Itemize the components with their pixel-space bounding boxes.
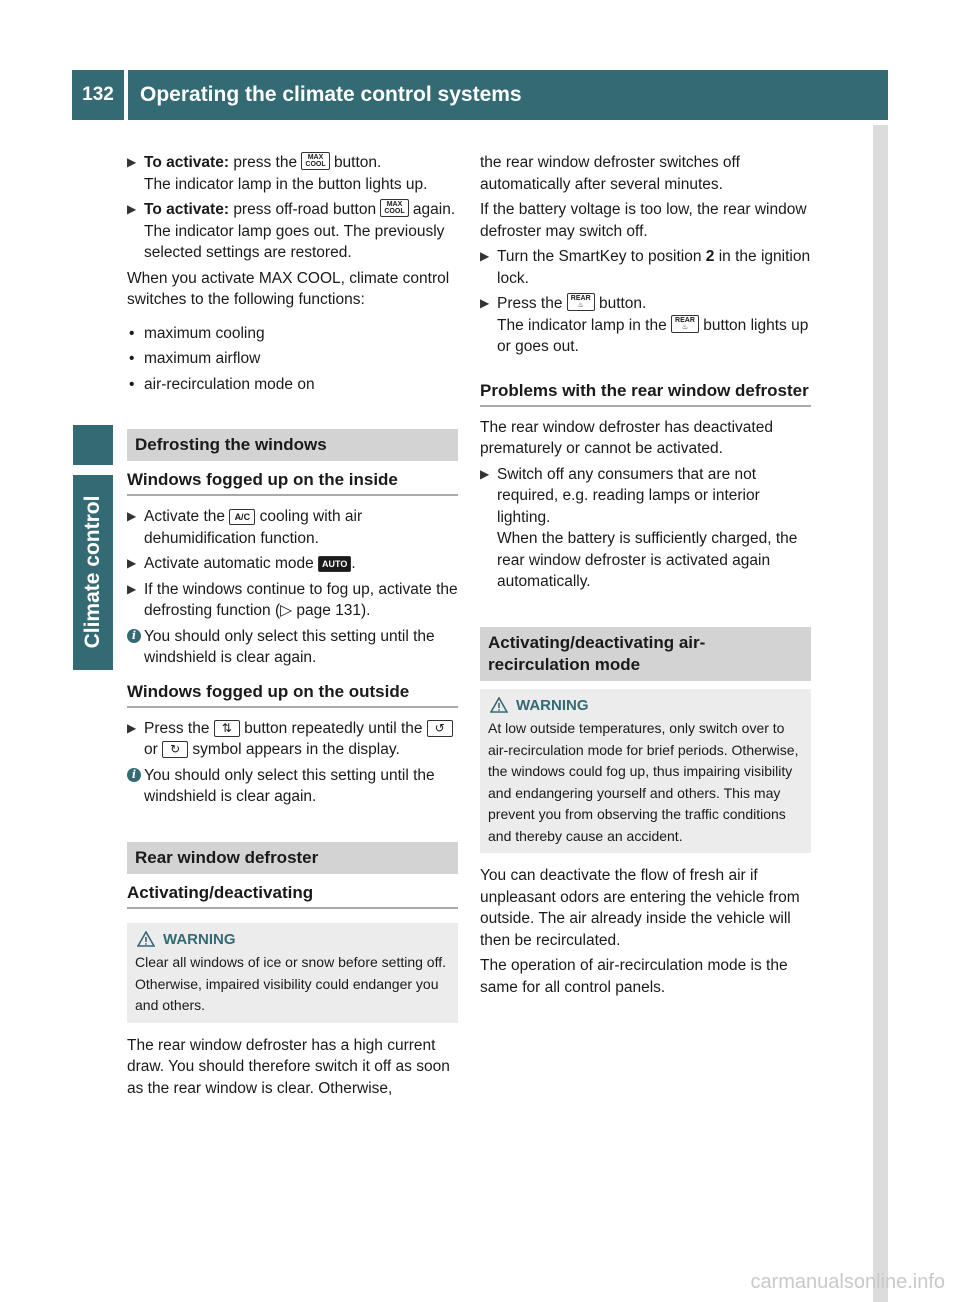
instruction-step: ▶ Activate the A/C cooling with air dehumidification function. bbox=[127, 508, 363, 547]
air-distribution-button-icon: ⇅ bbox=[214, 720, 240, 737]
subsection-heading: Windows fogged up on the inside bbox=[127, 469, 458, 496]
step-arrow-icon: ▶ bbox=[127, 155, 137, 169]
instruction-step: ▶ If the windows continue to fog up, activate the defrosting function (▷ page 131). bbox=[127, 580, 458, 619]
info-icon: i bbox=[127, 629, 141, 643]
instruction-step: ▶ To activate: press the MAX COOL button. The indicator lamp in the button lights up. bbox=[127, 154, 428, 193]
paragraph: You can deactivate the flow of fresh air if unpleasant odors are entering the vehicle from outside. The air already inside the vehicle will then be recirculated. bbox=[480, 867, 800, 949]
subsection-heading: Windows fogged up on the outside bbox=[127, 681, 458, 708]
warning-box bbox=[127, 923, 458, 1023]
side-marker bbox=[73, 425, 113, 465]
air-flow-windshield-icon: ↺ bbox=[427, 720, 453, 737]
instruction-step: ▶ To activate: press off-road button MAX COOL again. The indicator lamp goes out. The previously selected settings are restored. bbox=[127, 201, 456, 261]
info-note: i You should only select this setting until the windshield is clear again. bbox=[127, 626, 458, 669]
left-column bbox=[127, 152, 458, 1103]
subsection-heading: Problems with the rear window defroster bbox=[480, 380, 811, 407]
rear-defroster-button-icon: REAR ♨ bbox=[671, 315, 699, 333]
paragraph: If the battery voltage is too low, the rear window defroster may switch off. bbox=[480, 201, 807, 240]
info-icon: i bbox=[127, 768, 141, 782]
paragraph: The operation of air-recirculation mode is the same for all control panels. bbox=[480, 957, 788, 996]
instruction-step: ▶ Switch off any consumers that are not required, e.g. reading lamps or interior lighting. When the battery is sufficiently charged, the rear window defroster is activated again automatically. bbox=[480, 465, 798, 590]
max-cool-button-icon: MAX COOL bbox=[380, 199, 408, 217]
air-flow-windshield-footwell-icon: ↻ bbox=[162, 741, 188, 758]
paragraph: The rear window defroster has a high current draw. You should therefore switch it off as soon as the rear window is clear. Otherwise, bbox=[127, 1036, 450, 1097]
warning-text: At low outside temperatures, only switch over to air-recirculation mode for brief periods. Otherwise, the windows could fog up, thus impairing visibility and endangering yourself and others. This may prevent you from observing the traffic conditions and thereby cause an accident. bbox=[488, 720, 799, 844]
paragraph: When you activate MAX COOL, climate control switches to the following functions: bbox=[127, 269, 450, 308]
paragraph: the rear window defroster switches off automatically after several minutes. bbox=[480, 154, 740, 193]
max-cool-button-icon: MAX COOL bbox=[301, 152, 329, 170]
warning-triangle-icon bbox=[137, 931, 155, 947]
step-arrow-icon: ▶ bbox=[127, 556, 137, 570]
watermark: carmanualsonline.info bbox=[750, 1271, 945, 1293]
info-note: i You should only select this setting until the windshield is clear again. bbox=[127, 765, 458, 808]
warning-box bbox=[480, 689, 811, 854]
section-heading: Activating/deactivating air-recirculation mode bbox=[480, 627, 811, 681]
step-arrow-icon: ▶ bbox=[127, 581, 137, 596]
warning-triangle-icon bbox=[490, 697, 508, 713]
step-label: To activate: bbox=[144, 201, 229, 218]
side-chapter-label: Climate control bbox=[81, 495, 104, 649]
instruction-step: ▶ Activate automatic mode AUTO . bbox=[127, 553, 458, 575]
warning-title: WARNING bbox=[163, 930, 236, 948]
list-item: • maximum cooling bbox=[129, 324, 265, 342]
paragraph: The rear window defroster has deactivated prematurely or cannot be activated. bbox=[480, 418, 773, 457]
warning-title: WARNING bbox=[516, 696, 589, 714]
section-heading: Rear window defroster bbox=[127, 842, 458, 874]
list-item: • maximum airflow bbox=[129, 350, 261, 367]
subsection-heading: Activating/deactivating bbox=[127, 882, 458, 909]
page-title: Operating the climate control systems bbox=[128, 70, 888, 120]
section-heading: Defrosting the windows bbox=[127, 429, 458, 461]
instruction-step: ▶ Press the ⇅ button repeatedly until the ↺ or ↻ symbol appears in the display. bbox=[127, 718, 458, 761]
step-arrow-icon: ▶ bbox=[480, 466, 490, 481]
warning-text: Clear all windows of ice or snow before setting off. Otherwise, impaired visibility could endanger you and others. bbox=[135, 954, 447, 1013]
instruction-step: ▶ Turn the SmartKey to position 2 in the ignition lock. bbox=[480, 248, 811, 287]
side-margin-strip bbox=[873, 125, 888, 1302]
step-label: To activate: bbox=[144, 154, 229, 171]
rear-defroster-button-icon: REAR ♨ bbox=[567, 293, 595, 311]
step-arrow-icon: ▶ bbox=[480, 296, 490, 310]
page-number: 132 bbox=[72, 70, 124, 120]
auto-button-icon: AUTO bbox=[318, 556, 351, 572]
step-arrow-icon: ▶ bbox=[127, 202, 137, 216]
ac-button-icon: A/C bbox=[229, 509, 255, 525]
step-arrow-icon: ▶ bbox=[480, 249, 490, 263]
instruction-step: ▶ Press the REAR ♨ button. The indicator lamp in the REAR ♨ button lights up or goes out. bbox=[480, 295, 809, 355]
step-arrow-icon: ▶ bbox=[127, 720, 137, 735]
list-item: • air-recirculation mode on bbox=[129, 375, 315, 393]
step-arrow-icon: ▶ bbox=[127, 509, 137, 523]
right-column bbox=[480, 152, 811, 1002]
